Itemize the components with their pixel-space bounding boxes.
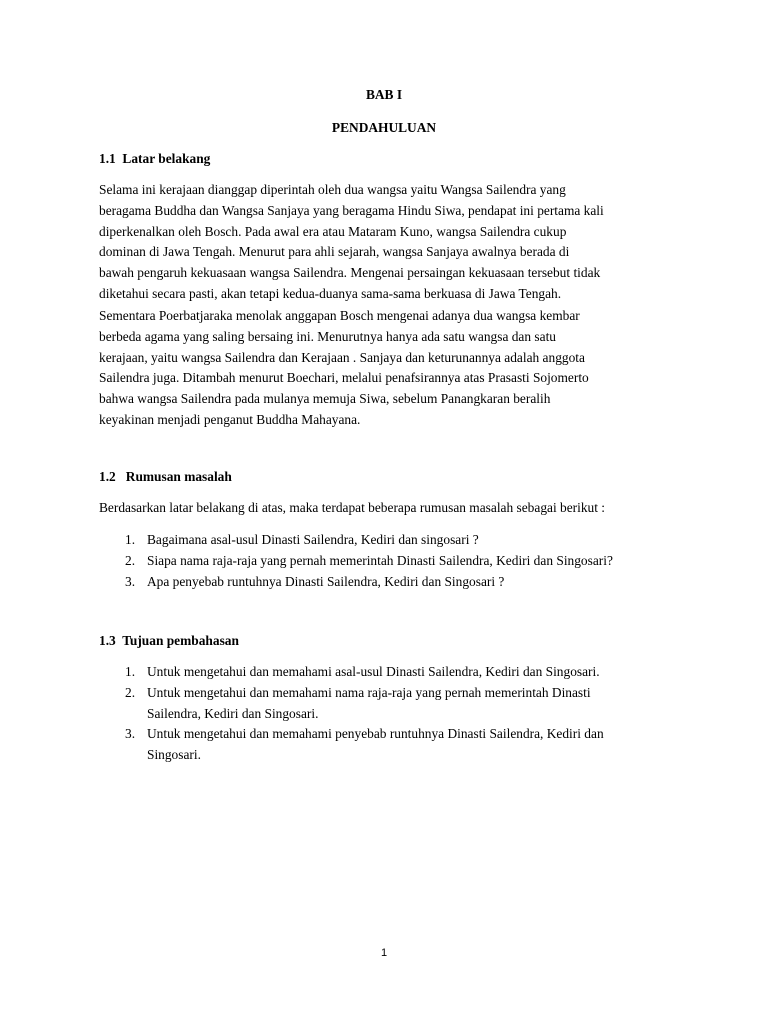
paragraph-line: bahwa wangsa Sailendra pada mulanya memuja Siwa, sebelum Panangkaran beralih	[99, 391, 551, 407]
tujuan-pembahasan-list	[99, 662, 699, 766]
paragraph-latar-belakang-2	[99, 306, 689, 431]
rumusan-masalah-list	[99, 530, 699, 592]
paragraph-line: diketahui secara pasti, akan tetapi kedua-duanya sama-sama berkuasa di Jawa Tengah.	[99, 285, 562, 301]
paragraph-line: dominan di Jawa Tengah. Menurut para ahli sejarah, wangsa Sanjaya awalnya berada di	[99, 244, 570, 260]
list-item-text: Apa penyebab runtuhnya Dinasti Sailendra, Kediri dan Singosari ?	[147, 573, 505, 589]
paragraph-line: beragama Buddha dan Wangsa Sanjaya yang beragama Hindu Siwa, pendapat ini pertama kali	[99, 202, 604, 218]
paragraph-line: Selama ini kerajaan dianggap diperintah oleh dua wangsa yaitu Wangsa Sailendra yang	[99, 182, 566, 197]
list-number: 2.	[125, 684, 136, 700]
list-item	[99, 683, 699, 725]
list-item	[99, 551, 699, 572]
list-item-text: Untuk mengetahui dan memahami nama raja-raja yang pernah memerintah Dinasti	[147, 684, 591, 700]
paragraph-line: berbeda agama yang saling bersaing ini. Menurutnya hanya ada satu wangsa dan satu	[99, 328, 556, 344]
list-item-text: Untuk mengetahui dan memahami penyebab runtuhnya Dinasti Sailendra, Kediri dan	[147, 726, 604, 742]
paragraph-line: diperkenalkan oleh Bosch. Pada awal era atau Mataram Kuno, wangsa Sailendra cukup	[99, 223, 567, 239]
list-item-text: Bagaimana asal-usul Dinasti Sailendra, Kediri dan singosari ?	[147, 532, 479, 547]
page-number: 1	[380, 947, 388, 959]
list-item-text: Sailendra, Kediri dan Singosari.	[147, 705, 319, 721]
list-number: 2.	[125, 552, 136, 568]
list-item	[99, 530, 699, 551]
paragraph-line: Sementara Poerbatjaraka menolak anggapan Bosch mengenai adanya dua wangsa kembar	[99, 308, 580, 323]
list-item-text: Untuk mengetahui dan memahami asal-usul Dinasti Sailendra, Kediri dan Singosari.	[147, 664, 600, 679]
section-heading-tujuan-pembahasan: 1.3 Tujuan pembahasan	[99, 633, 239, 648]
list-number: 1.	[125, 664, 136, 679]
paragraph-line: Berdasarkan latar belakang di atas, maka terdapat beberapa rumusan masalah sebagai berikut :	[99, 500, 606, 515]
list-item	[99, 572, 699, 593]
list-number: 1.	[125, 532, 136, 547]
list-item	[99, 724, 699, 766]
list-item	[99, 662, 699, 683]
paragraph-line: kerajaan, yaitu wangsa Sailendra dan Kerajaan . Sanjaya dan keturunannya adalah anggota	[99, 349, 585, 365]
list-number: 3.	[125, 573, 136, 589]
paragraph-latar-belakang-1	[99, 180, 689, 305]
list-item-text: Singosari.	[147, 747, 201, 763]
section-heading-latar-belakang: 1.1 Latar belakang	[99, 151, 211, 166]
chapter-label: BAB I	[365, 87, 403, 102]
paragraph-line: keyakinan menjadi penganut Buddha Mahayana.	[99, 411, 361, 427]
list-item-text: Siapa nama raja-raja yang pernah memerintah Dinasti Sailendra, Kediri dan Singosari?	[147, 552, 613, 568]
paragraph-line: bawah pengaruh kekuasaan wangsa Sailendra. Mengenai persaingan kekuasaan tersebut tidak	[99, 265, 601, 281]
chapter-title: PENDAHULUAN	[331, 120, 437, 135]
list-number: 3.	[125, 726, 136, 742]
paragraph-rumusan-intro	[99, 498, 689, 519]
paragraph-line: Sailendra juga. Ditambah menurut Boechari, melalui penafsirannya atas Prasasti Sojomerto	[99, 370, 589, 386]
section-heading-rumusan-masalah: 1.2 Rumusan masalah	[99, 469, 232, 484]
